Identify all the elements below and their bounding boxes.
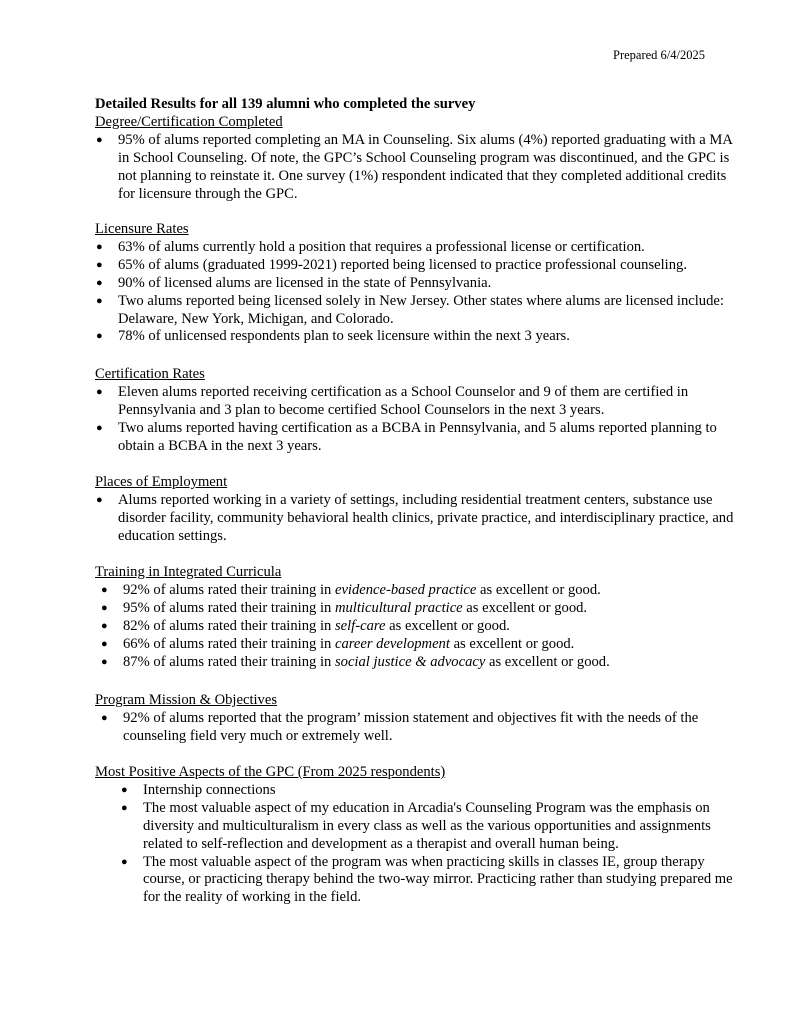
employment-list [95,492,740,546]
bullet-icon: ● [96,258,103,271]
section-heading-certification: Certification Rates [95,366,205,382]
section-degree [95,114,740,204]
section-heading-employment: Places of Employment [95,474,228,490]
section-heading-training: Training in Integrated Curricula [95,564,282,580]
section-certification [95,366,740,456]
list-item: ● 82% of alums rated their training in self-care as excellent or good. [101,617,510,634]
bullet-icon: ● [121,855,128,868]
bullet-icon: ● [96,240,103,253]
section-positive-aspects [95,764,740,907]
section-heading-mission: Program Mission & Objectives [95,692,278,708]
list-item: ● 95% of alums reported completing an MA in Counseling. Six alums (4%) reported graduating with a MA in School Counseling. Of note, the GPC’s School Counseling program was discontinued, and the GPC is not planning to reinstate it. One survey (1%) respondent indicated that they completed additional credits for licensure through the GPC. [96,131,733,202]
positive-list [95,782,740,907]
section-heading-licensure: Licensure Rates [95,221,189,237]
list-item: ● 87% of alums rated their training in social justice & advocacy as excellent or good. [101,653,610,670]
list-item: ● Two alums reported having certification as a BCBA in Pennsylvania, and 5 alums reported planning to obtain a BCBA in the next 3 years. [96,419,717,454]
section-training [95,564,740,671]
bullet-icon: ● [96,330,103,343]
section-licensure [95,221,740,346]
bullet-icon: ● [101,601,108,614]
list-item: ● Eleven alums reported receiving certification as a School Counselor and 9 of them are certified in Pennsylvania and 3 plan to become certified School Counselors in the next 3 years. [96,383,689,418]
bullet-icon: ● [101,711,108,724]
section-mission [95,692,740,746]
bullet-icon: ● [121,783,128,796]
list-item: ● 92% of alums reported that the program’ mission statement and objectives fit with the needs of the counseling field very much or extremely well. [101,709,699,744]
list-item: ● Two alums reported being licensed solely in New Jersey. Other states where alums are licensed include: Delaware, New York, Michigan, and Colorado. [96,292,724,327]
bullet-icon: ● [101,637,108,650]
list-item: ● 66% of alums rated their training in career development as excellent or good. [101,635,575,652]
bullet-icon: ● [101,583,108,596]
bullet-icon: ● [96,133,103,146]
bullet-icon: ● [101,655,108,668]
certification-list [95,384,740,456]
bullet-icon: ● [101,619,108,632]
list-item: ● 63% of alums currently hold a position that requires a professional license or certification. [96,238,645,255]
bullet-icon: ● [96,493,103,506]
page-title: Detailed Results for all 139 alumni who completed the survey [95,96,476,112]
mission-list [95,710,740,746]
list-item: ● 78% of unlicensed respondents plan to seek licensure within the next 3 years. [96,328,570,345]
bullet-icon: ● [121,801,128,814]
list-item: ● Internship connections [121,781,276,798]
section-employment [95,474,740,546]
list-item: ● The most valuable aspect of the program was when practicing skills in classes IE, group therapy course, or practicing therapy behind the two-way mirror. Practicing rather than studying prepared me for the reality of working in the field. [121,853,733,906]
section-heading-positive: Most Positive Aspects of the GPC (From 2025 respondents) [95,764,446,780]
list-item: ● 65% of alums (graduated 1999-2021) reported being licensed to practice professional counseling. [96,256,687,273]
licensure-list [95,239,740,346]
list-item: ● The most valuable aspect of my education in Arcadia's Counseling Program was the emphasis on diversity and multiculturalism in every class as well as the various opportunities and assignments related to self-reflection and development as a therapist and overall human being. [121,799,711,852]
degree-list [95,132,740,204]
list-item: ● 95% of alums rated their training in multicultural practice as excellent or good. [101,599,588,616]
list-item: ● 90% of licensed alums are licensed in the state of Pennsylvania. [96,274,492,291]
list-item: ● Alums reported working in a variety of settings, including residential treatment centers, substance use disorder facility, community behavioral health clinics, private practice, and interdisciplinary practice, and education settings. [96,491,734,544]
prepared-date: Prepared 6/4/2025 [613,48,705,62]
training-list [95,582,740,672]
bullet-icon: ● [96,276,103,289]
bullet-icon: ● [96,421,103,434]
bullet-icon: ● [96,385,103,398]
bullet-icon: ● [96,294,103,307]
list-item: ● 92% of alums rated their training in evidence-based practice as excellent or good. [101,581,601,598]
section-heading-degree: Degree/Certification Completed [95,114,283,130]
